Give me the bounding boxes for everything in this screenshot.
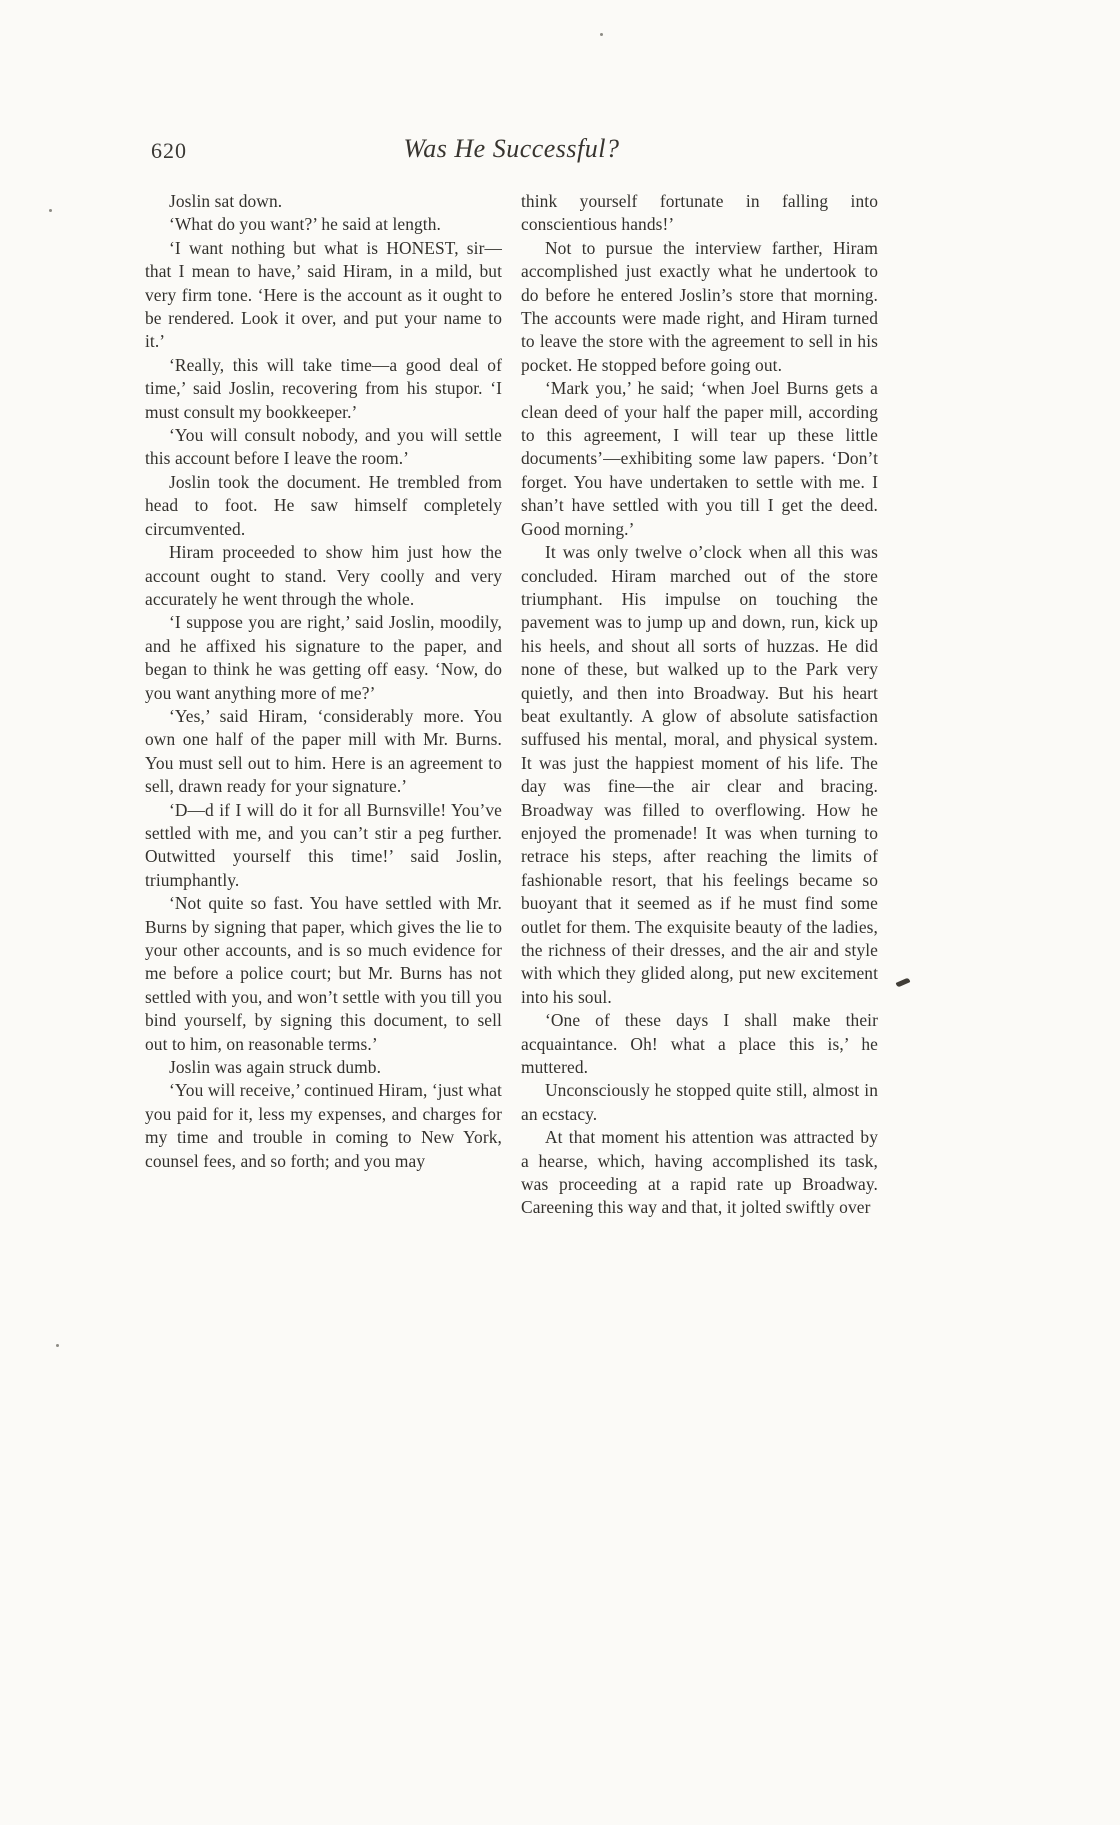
paragraph: Unconsciously he stopped quite still, almost in an ecstacy. — [521, 1080, 878, 1124]
paragraph: ‘Yes,’ said Hiram, ‘considerably more. You own one half of the paper mill with Mr. Burns. You must sell out to him. Here is an agreement to sell, drawn ready for your signature.’ — [145, 705, 502, 797]
paragraph: Joslin was again struck dumb. — [169, 1057, 382, 1078]
scan-speck — [49, 209, 52, 212]
paragraph: At that moment his attention was attracted by a hearse, which, having accomplished its task, was proceeding at a rapid rate up Broadway. Careening this way and that, it jolted swiftly over — [521, 1127, 878, 1218]
page-header — [145, 134, 878, 174]
paragraph: ‘Really, this will take time—a good deal of time,’ said Joslin, recovering from his stupor. ‘I must consult my bookkeeper.’ — [145, 354, 502, 422]
paragraph: It was only twelve o’clock when all this was concluded. Hiram marched out of the store triumphant. His impulse on touching the pavement was to jump up and down, run, kick up his heels, and shout all sorts of huzzas. He did none of these, but walked up to the Park very quietly, and then into Broadway. But his heart beat exultantly. A glow of absolute satisfaction suffused his mental, moral, and physical system. It was just the happiest moment of his life. The day was fine—the air clear and bracing. Broadway was filled to overflowing. How he enjoyed the promenade! It was when turning to retrace his steps, after reaching the limits of fashionable resort, that his feelings became so buoyant that it seemed as if he must find some outlet for them. The exquisite beauty of the ladies, the richness of their dresses, and the air and style with which they glided along, put new excitement into his soul. — [521, 542, 878, 1007]
paragraph: Joslin sat down. — [169, 191, 283, 211]
paragraph: ‘What do you want?’ he said at length. — [169, 214, 441, 235]
paragraph: ‘Not quite so fast. You have settled with Mr. Burns by signing that paper, which gives the lie to your other accounts, and is so much evidence for me before a police court; but Mr. Burns has not settled with you, and won’t settle with you till you bind yourself, by signing this document, to sell out to him, on reasonable terms.’ — [145, 893, 502, 1054]
scan-speck — [56, 1344, 59, 1347]
right-column — [521, 190, 878, 1220]
paragraph: ‘I suppose you are right,’ said Joslin, moodily, and he affixed his signature to the paper, and began to think he was getting off easy. ‘Now, do you want anything more of me?’ — [145, 612, 502, 703]
paragraph: ‘Mark you,’ he said; ‘when Joel Burns gets a clean deed of your half the paper mill, according to this agreement, I will tear up these little documents’—exhibiting some law papers. ‘Don’t forget. You have undertaken to settle with me. I shan’t have settled with you till I get the deed. Good morning.’ — [521, 378, 878, 539]
paragraph: think yourself fortunate in falling into conscientious hands!’ — [521, 191, 878, 235]
ink-speck — [896, 977, 911, 987]
paragraph: ‘You will consult nobody, and you will settle this account before I leave the room.’ — [145, 425, 502, 469]
paragraph: Hiram proceeded to show him just how the account ought to stand. Very coolly and very accurately he went through the whole. — [145, 542, 502, 609]
paragraph: Not to pursue the interview farther, Hiram accomplished just exactly what he undertook to do before he entered Joslin’s store that morning. The accounts were made right, and Hiram turned to leave the store with the agreement to sell in his pocket. He stopped before going out. — [521, 237, 878, 375]
paragraph: ‘D—d if I will do it for all Burnsville! You’ve settled with me, and you can’t stir a peg further. Outwitted yourself this time!’ said Joslin, triumphantly. — [145, 799, 502, 890]
text-block — [145, 190, 878, 1220]
paragraph: Joslin took the document. He trembled from head to foot. He saw himself completely circumvented. — [145, 471, 502, 539]
paragraph: ‘I want nothing but what is HONEST, sir—that I mean to have,’ said Hiram, in a mild, but very firm tone. ‘Here is the account as it ought to be rendered. Look it over, and put your name to it.’ — [145, 237, 502, 352]
left-column — [145, 190, 502, 1220]
paragraph: ‘One of these days I shall make their acquaintance. Oh! what a place this is,’ he muttered. — [521, 1010, 878, 1078]
paragraph: ‘You will receive,’ continued Hiram, ‘just what you paid for it, less my expenses, and charges for my time and trouble in coming to New York, counsel fees, and so forth; and you may — [145, 1080, 502, 1171]
page-number: 620 — [151, 138, 187, 163]
scan-speck — [600, 33, 603, 36]
running-title: Was He Successful? — [403, 134, 620, 163]
